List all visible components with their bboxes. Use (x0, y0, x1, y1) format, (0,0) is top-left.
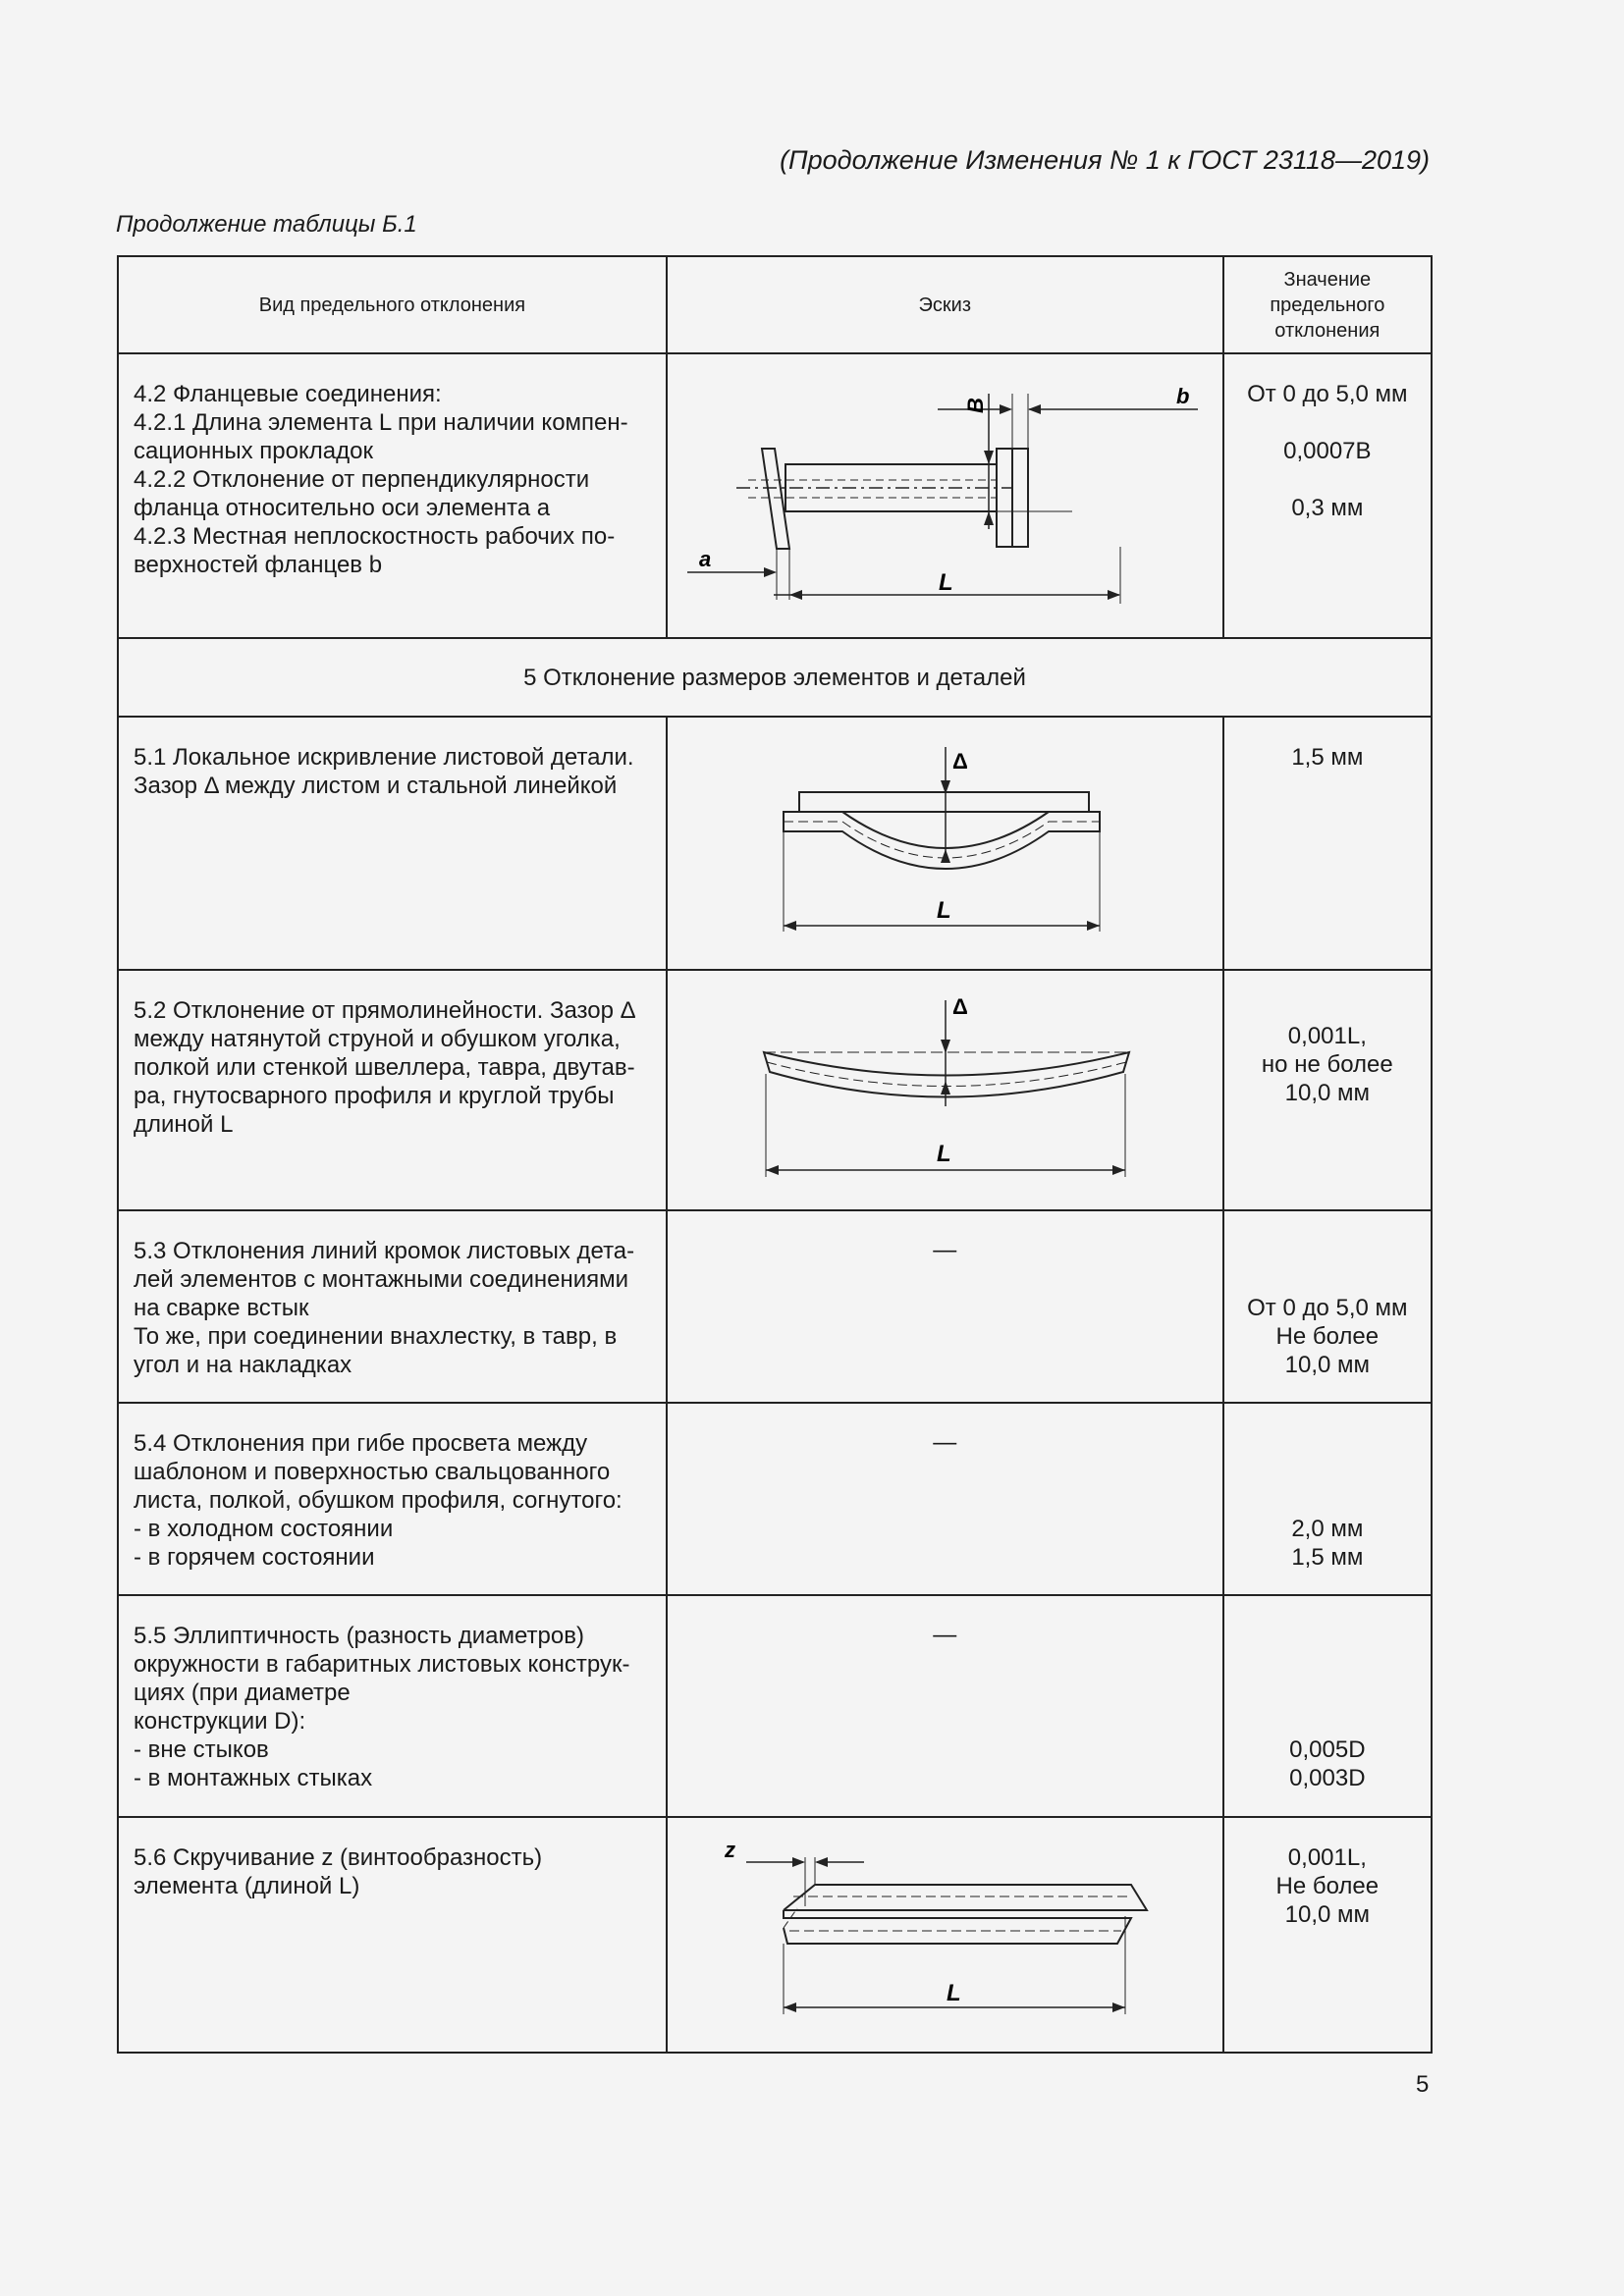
sheet-bow-sketch (668, 718, 1221, 969)
row-5-1-line: Зазор Δ между листом и стальной линейкой (134, 773, 618, 799)
sketch-label-L: L (938, 569, 953, 596)
row-5-2-line: между натянутой струной и обушком уголка, (134, 1026, 621, 1052)
sketch-label-B: B (962, 398, 988, 413)
row-5-3-value-line: 10,0 мм (1284, 1352, 1371, 1378)
row-5-5-sketch: — (667, 1595, 1223, 1817)
row-5-4-line: шаблоном и поверхностью свальцованного (134, 1459, 611, 1485)
section-5-row (118, 638, 1432, 717)
row-4-2-line: верхностей фланцев b (134, 552, 383, 578)
row-4-2-value-line: 0,0007B (1283, 438, 1372, 464)
row-5-4-value-line: 2,0 мм (1291, 1516, 1364, 1542)
row-5-6-sketch (667, 1817, 1223, 2053)
table-row-5-2 (118, 970, 1432, 1210)
table-row-4-2 (118, 353, 1432, 638)
row-5-2-line: полкой или стенкой швеллера, тавра, двутав- (134, 1054, 635, 1081)
row-5-6-value-line: Не более (1275, 1873, 1380, 1899)
row-5-2-line: 5.2 Отклонение от прямолинейности. Зазор Δ (134, 997, 636, 1024)
row-4-2-value (1223, 353, 1432, 638)
row-5-3-description (118, 1210, 667, 1403)
row-5-2-line: ра, гнутосварного профиля и круглой трубы (134, 1083, 615, 1109)
table-row-5-6 (118, 1817, 1432, 2053)
row-5-1-description (118, 717, 667, 970)
row-5-3-line: на сварке встык (134, 1295, 309, 1321)
row-5-2-value-line: 0,001L, (1287, 1023, 1367, 1049)
straightness-sketch (668, 971, 1221, 1209)
sketch-label-L: L (946, 1980, 961, 2006)
row-5-5-line: циях (при диаметре (134, 1680, 351, 1706)
table-row-5-4 (118, 1403, 1432, 1595)
row-4-2-value-line: От 0 до 5,0 мм (1247, 381, 1408, 407)
row-4-2-sketch (667, 353, 1223, 638)
row-5-4-line: 5.4 Отклонения при гибе просвета между (134, 1430, 588, 1457)
row-5-6-line: 5.6 Скручивание z (винтообразность) (134, 1844, 543, 1871)
table-row-5-3 (118, 1210, 1432, 1403)
row-5-3-value (1223, 1210, 1432, 1403)
row-5-6-value-line: 0,001L, (1287, 1844, 1367, 1871)
row-4-2-line: 4.2.1 Длина элемента L при наличии компен- (134, 409, 628, 436)
table-row-5-5 (118, 1595, 1432, 1817)
row-5-4-line: - в холодном состоянии (134, 1516, 394, 1542)
row-4-2-value-line: 0,3 мм (1291, 495, 1364, 521)
page-number: 5 (1416, 2071, 1430, 2098)
header-value-line2: предельного (1270, 294, 1385, 316)
row-4-2-line: 4.2 Фланцевые соединения: (134, 381, 442, 407)
sketch-label-b: b (1175, 384, 1190, 408)
row-4-2-line: 4.2.3 Местная неплоскостность рабочих по- (134, 523, 616, 550)
row-4-2-line: 4.2.2 Отклонение от перпендикулярности (134, 466, 590, 493)
row-4-2-line: фланца относительно оси элемента a (134, 495, 551, 521)
row-5-4-sketch: — (667, 1403, 1223, 1595)
row-5-6-description (118, 1817, 667, 2053)
row-5-6-value-line: 10,0 мм (1284, 1901, 1371, 1928)
twist-sketch (668, 1818, 1221, 2052)
row-5-4-value (1223, 1403, 1432, 1595)
header-value-line1: Значение (1283, 268, 1372, 291)
row-5-3-value-line: От 0 до 5,0 мм (1247, 1295, 1408, 1321)
header-value (1223, 256, 1432, 353)
table-row-5-1 (118, 717, 1432, 970)
row-5-2-sketch (667, 970, 1223, 1210)
row-4-2-line: сационных прокладок (134, 438, 373, 464)
row-5-2-line: длиной L (134, 1111, 234, 1138)
row-5-3-line: угол и на накладках (134, 1352, 352, 1378)
sketch-label-a: a (698, 547, 712, 571)
row-5-1-value (1223, 717, 1432, 970)
row-5-3-value-line: Не более (1275, 1323, 1380, 1350)
row-5-5-value-line: 0,005D (1289, 1736, 1366, 1763)
row-5-2-value-line: 10,0 мм (1284, 1080, 1371, 1106)
header-value-line3: отклонения (1274, 319, 1380, 342)
row-5-2-description (118, 970, 667, 1210)
tolerance-table (117, 255, 1433, 2054)
row-5-6-value (1223, 1817, 1432, 2053)
row-5-3-line: лей элементов с монтажными соединениями (134, 1266, 629, 1293)
sketch-label-z: z (724, 1838, 735, 1862)
row-5-5-line: - в монтажных стыках (134, 1765, 373, 1791)
row-5-2-value (1223, 970, 1432, 1210)
row-5-4-line: - в горячем состоянии (134, 1544, 375, 1571)
header-type: Вид предельного отклонения (118, 256, 667, 353)
row-5-3-sketch: — (667, 1210, 1223, 1403)
row-5-4-value-line: 1,5 мм (1291, 1544, 1364, 1571)
table-header-row (118, 256, 1432, 353)
sketch-label-L: L (936, 897, 951, 924)
header-sketch: Эскиз (667, 256, 1223, 353)
row-5-3-line: 5.3 Отклонения линий кромок листовых дета- (134, 1238, 635, 1264)
row-5-4-line: листа, полкой, обушком профиля, согнутого: (134, 1487, 623, 1514)
sketch-label-delta: Δ (951, 994, 968, 1019)
row-5-3-line: То же, при соединении внахлестку, в тавр, в (134, 1323, 618, 1350)
row-5-1-sketch (667, 717, 1223, 970)
row-5-6-line: элемента (длиной L) (134, 1873, 360, 1899)
row-5-4-description (118, 1403, 667, 1595)
flange-sketch (668, 354, 1221, 637)
row-5-5-line: окружности в габаритных листовых конструк- (134, 1651, 630, 1678)
row-5-5-description (118, 1595, 667, 1817)
row-5-1-value-line: 1,5 мм (1291, 744, 1364, 771)
row-5-5-value (1223, 1595, 1432, 1817)
row-5-5-line: 5.5 Эллиптичность (разность диаметров) (134, 1623, 584, 1649)
row-5-5-line: - вне стыков (134, 1736, 269, 1763)
running-title: (Продолжение Изменения № 1 к ГОСТ 23118—2019) (780, 145, 1430, 175)
table-caption: Продолжение таблицы Б.1 (116, 211, 417, 238)
row-5-2-value-line: но не более (1261, 1051, 1393, 1078)
sketch-label-delta: Δ (951, 749, 968, 774)
row-5-1-line: 5.1 Локальное искривление листовой детали. (134, 744, 634, 771)
section-5-title: 5 Отклонение размеров элементов и деталей (118, 638, 1432, 717)
row-4-2-description (118, 353, 667, 638)
sketch-label-L: L (936, 1141, 951, 1167)
row-5-5-line: конструкции D): (134, 1708, 306, 1735)
row-5-5-value-line: 0,003D (1289, 1765, 1366, 1791)
